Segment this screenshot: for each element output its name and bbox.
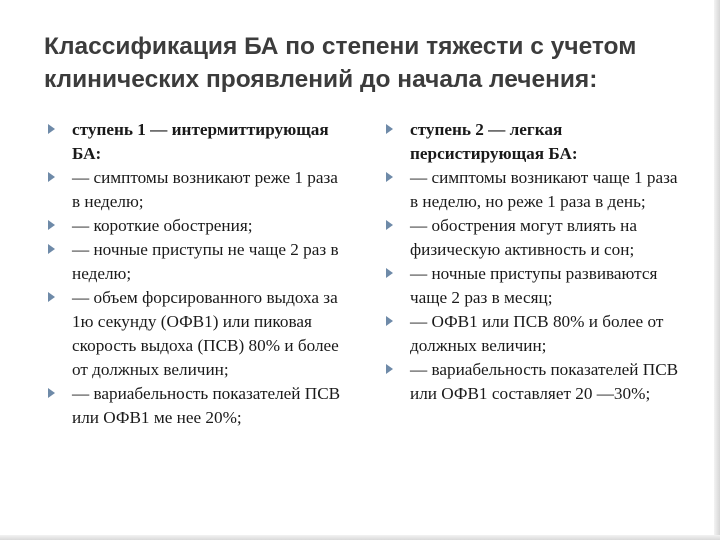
list-item [384, 214, 684, 262]
arrowhead-bullet-icon [386, 364, 393, 374]
list-item-text: — вариабельность показателей ПСВ или ОФВ1 составляет 20 —30%; [410, 360, 679, 403]
list-item [46, 214, 348, 238]
arrowhead-bullet-icon [48, 388, 55, 398]
stage-heading: ступень 1 — интермиттирующая БА: [72, 120, 329, 163]
list-item [384, 166, 684, 214]
list-item-text: — ночные приступы не чаще 2 раз в неделю; [72, 240, 339, 283]
list-item-text: — короткие обострения; [72, 216, 253, 235]
arrowhead-bullet-icon [48, 220, 55, 230]
list-item-text: — симптомы возникают чаще 1 раза в неделю, но реже 1 раза в день; [410, 168, 678, 211]
slide-title: Классификация БА по степени тяжести с учетом клинических проявлений до начала лечения: [44, 33, 637, 93]
list-item [384, 358, 684, 406]
list-item-text: — ночные приступы развиваются чаще 2 раз в месяц; [410, 264, 658, 307]
list-item-text: — вариабельность показателей ПСВ или ОФВ1 ме нее 20%; [72, 384, 341, 427]
slide-frame-right [714, 0, 720, 540]
arrowhead-bullet-icon [386, 268, 393, 278]
arrowhead-bullet-icon [48, 244, 55, 254]
list-item-text: — объем форсированного выдоха за 1ю секунду (ОФВ1) или пиковая скорость выдоха (ПСВ) 80% и более от должных величин; [72, 288, 339, 379]
left-column-list [46, 118, 348, 430]
arrowhead-bullet-icon [48, 124, 55, 134]
list-item-text: — симптомы возникают реже 1 раза в неделю; [72, 168, 338, 211]
list-item [46, 286, 348, 382]
list-item-text: — обострения могут влиять на физическую активность и сон; [410, 216, 637, 259]
stage-heading: ступень 2 — легкая персистирующая БА: [410, 120, 578, 163]
right-column-list [384, 118, 684, 406]
list-item [46, 238, 348, 286]
list-item-text: — ОФВ1 или ПСВ 80% и более от должных величин; [410, 312, 664, 355]
list-item [384, 262, 684, 310]
arrowhead-bullet-icon [48, 172, 55, 182]
list-item [384, 118, 684, 166]
slide-frame-bottom [0, 535, 720, 540]
arrowhead-bullet-icon [386, 124, 393, 134]
list-item [46, 166, 348, 214]
list-item [384, 310, 684, 358]
arrowhead-bullet-icon [386, 316, 393, 326]
list-item [46, 382, 348, 430]
arrowhead-bullet-icon [386, 172, 393, 182]
arrowhead-bullet-icon [48, 292, 55, 302]
arrowhead-bullet-icon [386, 220, 393, 230]
list-item [46, 118, 348, 166]
